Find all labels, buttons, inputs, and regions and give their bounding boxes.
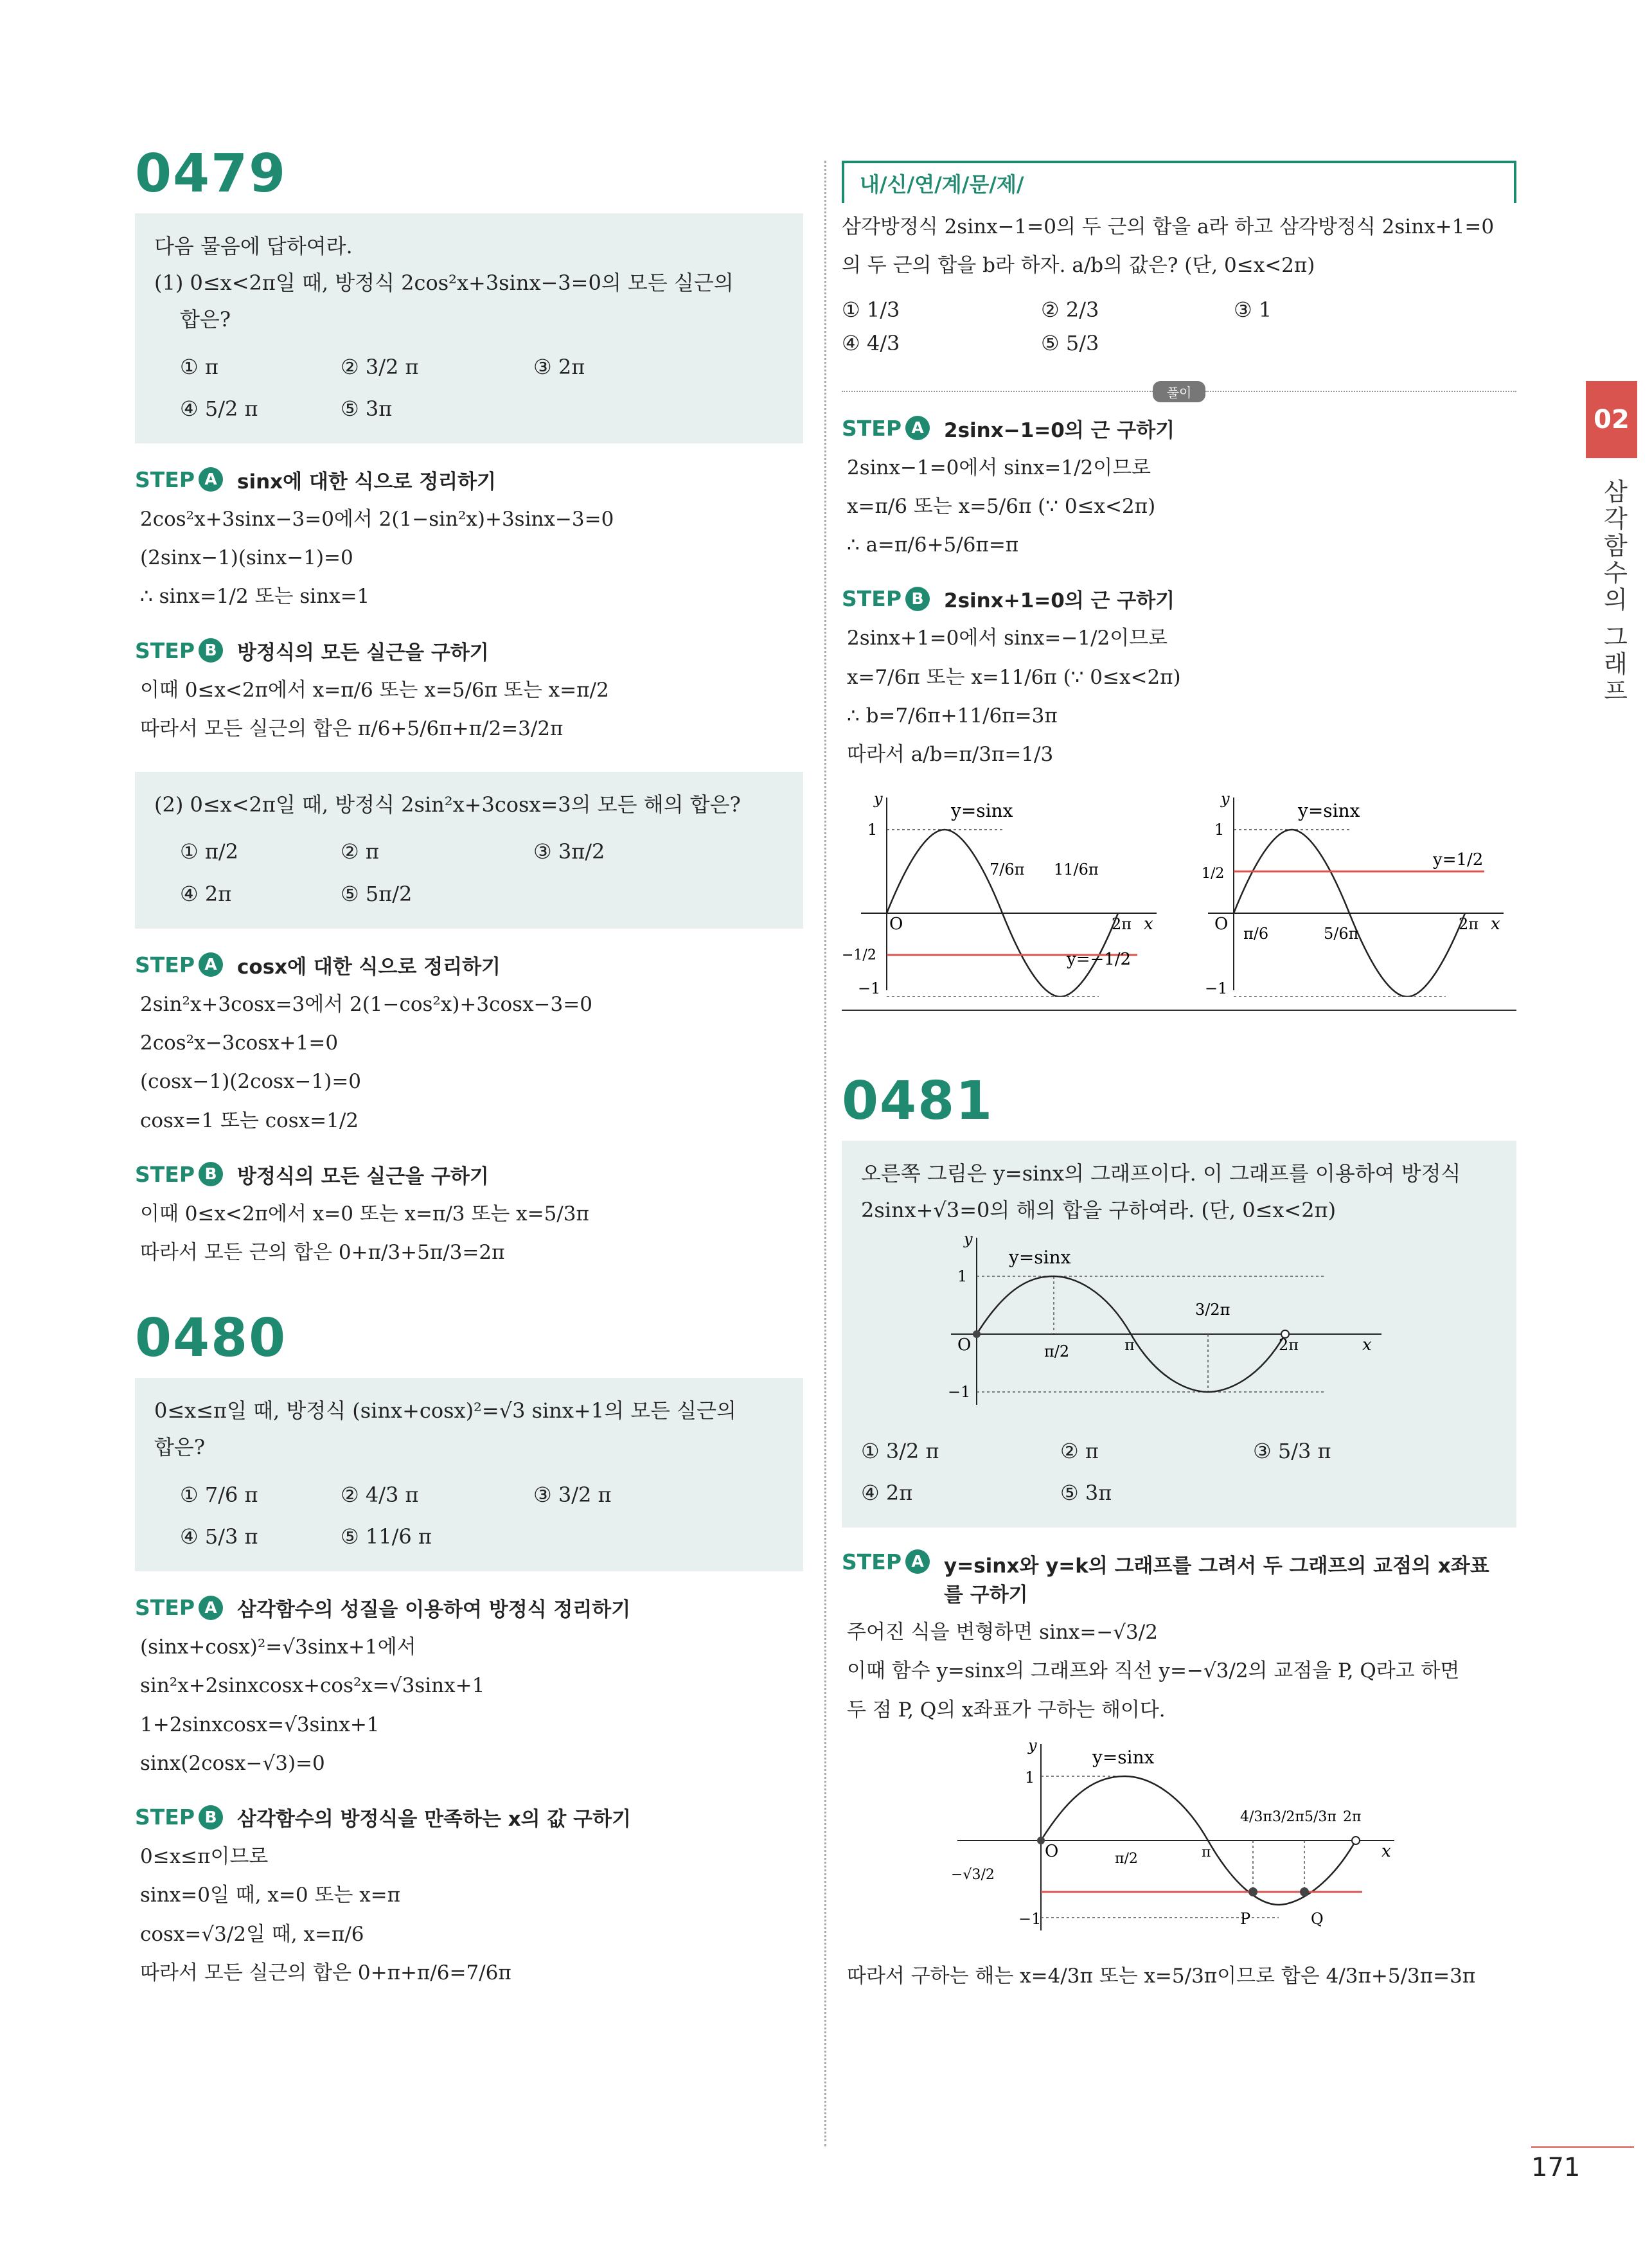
- question-1: (1) 0≤x<2π일 때, 방정식 2cos²x+3sinx−3=0의 모든 실근의: [154, 271, 734, 296]
- question-box-0480: [135, 1378, 803, 1571]
- solution-line: 2cos²x+3sinx−3=0에서 2(1−sin²x)+3sinx−3=0: [140, 507, 614, 531]
- graph-line-label: y=1/2: [1433, 850, 1484, 870]
- graph-axis-y: y: [874, 790, 883, 808]
- problem-number-0479: 0479: [135, 143, 287, 204]
- choice-1[interactable]: ① π: [180, 354, 218, 379]
- graph-origin: O: [1045, 1841, 1059, 1861]
- graph-tick-label: 7/6π: [990, 860, 1025, 879]
- solution-divider: [842, 381, 1516, 402]
- chapter-number: 02: [1594, 405, 1630, 434]
- graph-tick-label: π: [1124, 1335, 1135, 1354]
- graph-tick-label: 1: [957, 1267, 968, 1285]
- choice-2[interactable]: ② 4/3 π: [341, 1482, 419, 1507]
- step-letter: A: [905, 1549, 930, 1574]
- graph-func-label: y=sinx: [951, 800, 1013, 822]
- step-tag: STEP: [842, 586, 902, 612]
- graph-point-label: P: [1240, 1909, 1251, 1928]
- step-b: [842, 584, 1516, 613]
- solution-line: 이때 0≤x<2π에서 x=π/6 또는 x=5/6π 또는 x=π/2: [140, 678, 609, 702]
- choice-4[interactable]: ④ 5/3 π: [180, 1524, 258, 1549]
- choice-3[interactable]: ③ 1: [1234, 297, 1272, 322]
- step-b: [135, 1160, 803, 1189]
- solution-line: cosx=1 또는 cosx=1/2: [140, 1109, 359, 1132]
- choice-5[interactable]: ⑤ 5π/2: [341, 881, 413, 906]
- solution-line: sinx(2cosx−√3)=0: [140, 1751, 325, 1775]
- solution-lines: [135, 1630, 803, 1781]
- choice-2[interactable]: ② π: [341, 839, 379, 864]
- graph-tick-label: 2π: [1459, 915, 1479, 934]
- choices-0479-2: [154, 835, 784, 910]
- graph-tick-label: −√3/2: [951, 1866, 995, 1883]
- step-a: [842, 1549, 1516, 1607]
- choices-0481: [861, 1435, 1497, 1510]
- solution-line: ∴ a=π/6+5/6π=π: [847, 533, 1019, 557]
- solution-line: 2sinx−1=0에서 sinx=1/2이므로: [847, 456, 1151, 479]
- question-cont: 의 두 근의 합을 b라 하자. a/b의 값은? (단, 0≤x<2π): [842, 254, 1315, 278]
- step-tag: STEP: [842, 415, 902, 441]
- step-letter: A: [199, 952, 223, 977]
- step-title: 방정식의 모든 실근을 구하기: [237, 641, 489, 664]
- graph-tick-label: −1: [858, 979, 881, 997]
- step-tag: STEP: [135, 952, 195, 977]
- solution-line: ∴ sinx=1/2 또는 sinx=1: [140, 585, 370, 609]
- solution-line: 0≤x≤π이므로: [140, 1845, 269, 1868]
- sine-graph-1: [842, 785, 1163, 997]
- solution-line: 2sinx+1=0에서 sinx=−1/2이므로: [847, 627, 1168, 650]
- right-column: [842, 161, 1516, 1997]
- step-letter: B: [199, 1162, 223, 1186]
- question-box-0479-2: [135, 772, 803, 929]
- solution-line: (cosx−1)(2cosx−1)=0: [140, 1070, 362, 1094]
- graph-origin: O: [1214, 914, 1229, 934]
- step-letter: B: [199, 638, 223, 663]
- step-a: [135, 465, 803, 494]
- problem-number-0480: 0480: [135, 1308, 287, 1369]
- choice-2[interactable]: ② 2/3: [1041, 297, 1099, 322]
- solution-line: (2sinx−1)(sinx−1)=0: [140, 546, 353, 570]
- choice-1[interactable]: ① π/2: [180, 839, 239, 864]
- graph-tick-label: 11/6π: [1054, 860, 1099, 879]
- page-number: 171: [1531, 2153, 1581, 2182]
- graph-line-label: y=−1/2: [1067, 950, 1132, 970]
- solution-line: x=π/6 또는 x=5/6π (∵ 0≤x<2π): [847, 494, 1156, 518]
- question: 오른쪽 그림은 y=sinx의 그래프이다. 이 그래프를 이용하여 방정식: [861, 1161, 1461, 1186]
- graph-tick-label: 1: [1025, 1768, 1035, 1787]
- graph-func-label: y=sinx: [1298, 800, 1360, 822]
- graph-tick-label: 3/2π: [1272, 1808, 1304, 1825]
- graph-axis-y: y: [1028, 1737, 1037, 1754]
- solution-lines: [135, 1839, 803, 1990]
- step-title: sinx에 대한 식으로 정리하기: [237, 470, 496, 494]
- step-tag: STEP: [135, 637, 195, 663]
- solution-lines: [842, 621, 1516, 772]
- step-title: 삼각함수의 성질을 이용하여 방정식 정리하기: [237, 1598, 631, 1621]
- left-column: [135, 143, 803, 1994]
- graph-axis-x: x: [1144, 914, 1153, 934]
- step-a: [135, 1593, 803, 1622]
- choice-3[interactable]: ③ 3π/2: [533, 839, 605, 864]
- choice-5[interactable]: ⑤ 3π: [341, 396, 393, 421]
- question: 삼각방정식 2sinx−1=0의 두 근의 합을 a라 하고 삼각방정식 2sinx+1=0: [842, 215, 1495, 238]
- solution-lines: [135, 1197, 803, 1270]
- problem-number-0481: 0481: [842, 1071, 994, 1132]
- related-problem-title: 내/신/연/계/문/제/: [860, 172, 1024, 197]
- choice-4[interactable]: ④ 4/3: [842, 330, 900, 355]
- step-title: 2sinx−1=0의 근 구하기: [944, 418, 1175, 442]
- choice-1[interactable]: ① 7/6 π: [180, 1482, 258, 1507]
- solution-lines: [842, 450, 1516, 563]
- graph-tick-label: π/2: [1115, 1850, 1138, 1867]
- sine-graph-0481: [938, 1231, 1388, 1411]
- step-title: [944, 1549, 1489, 1607]
- step-letter: A: [905, 416, 930, 440]
- step-letter: A: [199, 467, 223, 492]
- solution-line: x=7/6π 또는 x=11/6π (∵ 0≤x<2π): [847, 665, 1181, 689]
- solution-line: 따라서 a/b=π/3π=1/3: [847, 743, 1054, 766]
- step-title: cosx에 대한 식으로 정리하기: [237, 955, 501, 979]
- graph-origin: O: [957, 1335, 972, 1355]
- chapter-label: 삼각함수의 그래프: [1599, 479, 1628, 706]
- graph-tick-label: 2π: [1343, 1808, 1362, 1825]
- step-a: [842, 414, 1516, 443]
- graph-tick-label: 1/2: [1202, 866, 1225, 882]
- step-tag: STEP: [135, 1161, 195, 1187]
- graph-tick-label: −1/2: [842, 947, 876, 964]
- step-letter: B: [905, 587, 930, 611]
- solution-line: cosx=√3/2일 때, x=π/6: [140, 1922, 364, 1946]
- graph-tick-label: π: [1202, 1844, 1211, 1860]
- question-cont: 합은?: [154, 1435, 205, 1460]
- choices-0480: [154, 1479, 784, 1553]
- question-box-0481: [842, 1141, 1516, 1528]
- solution-line: 2cos²x−3cosx+1=0: [140, 1031, 339, 1055]
- choice-1[interactable]: ① 3/2 π: [861, 1438, 939, 1463]
- step-b: [135, 636, 803, 665]
- graph-tick-label: 3/2π: [1195, 1300, 1230, 1319]
- step-title-line: y=sinx와 y=k의 그래프를 그려서 두 그래프의 교점의 x좌표: [944, 1555, 1489, 1578]
- solution-lines: [135, 502, 803, 614]
- solution-lines: [842, 1615, 1516, 1727]
- graph-origin: O: [889, 914, 903, 934]
- graph-func-label: y=sinx: [1092, 1746, 1155, 1768]
- solution-line: 두 점 P, Q의 x좌표가 구하는 해이다.: [847, 1698, 1166, 1722]
- step-title: 방정식의 모든 실근을 구하기: [237, 1164, 489, 1188]
- solution-line: 2sin²x+3cosx=3에서 2(1−cos²x)+3cosx−3=0: [140, 992, 592, 1016]
- final-answer: [842, 1959, 1516, 1993]
- solution-line: 따라서 모든 실근의 합은 0+π+π/6=7/6π: [140, 1961, 511, 1984]
- sine-graph-0481-solution: [945, 1738, 1407, 1943]
- graph-tick-label: 2π: [1279, 1335, 1299, 1354]
- solution-line: 이때 함수 y=sinx의 그래프와 직선 y=−√3/2의 교점을 P, Q라고 하면: [847, 1659, 1460, 1683]
- graph-axis-y: y: [1221, 790, 1230, 808]
- graph-tick-label: −1: [1018, 1909, 1042, 1928]
- question-1-cont: 합은?: [180, 307, 231, 332]
- step-letter: B: [199, 1805, 223, 1830]
- solution-line: 주어진 식을 변형하면 sinx=−√3/2: [847, 1621, 1158, 1645]
- question-cont: 2sinx+√3=0의 해의 합을 구하여라. (단, 0≤x<2π): [861, 1198, 1337, 1223]
- step-title-line: 를 구하기: [944, 1583, 1028, 1607]
- graph-axis-x: x: [1381, 1841, 1391, 1861]
- solution-line: 1+2sinxcosx=√3sinx+1: [140, 1713, 380, 1736]
- step-a: [135, 950, 803, 979]
- solution-line: 이때 0≤x<2π에서 x=0 또는 x=π/3 또는 x=5/3π: [140, 1202, 589, 1226]
- solution-line: sin²x+2sinxcosx+cos²x=√3sinx+1: [140, 1674, 485, 1698]
- related-problem-header: [842, 161, 1516, 203]
- choice-2[interactable]: ② 3/2 π: [341, 354, 419, 379]
- final-line: 따라서 구하는 해는 x=4/3π 또는 x=5/3π이므로 합은 4/3π+5/3π=3π: [847, 1964, 1476, 1988]
- graph-func-label: y=sinx: [1009, 1246, 1071, 1268]
- choices-0479-1: [154, 351, 784, 425]
- choice-4[interactable]: ④ 2π: [180, 881, 232, 906]
- graph-point-label: Q: [1311, 1909, 1324, 1928]
- solution-lines: [135, 673, 803, 747]
- question-box-0479: [135, 213, 803, 443]
- solution-lines: [135, 987, 803, 1138]
- solution-line: sinx=0일 때, x=0 또는 x=π: [140, 1884, 401, 1907]
- column-divider: [824, 161, 826, 2146]
- step-tag: STEP: [135, 1595, 195, 1620]
- choice-3[interactable]: ③ 5/3 π: [1253, 1438, 1331, 1463]
- choice-1[interactable]: ① 1/3: [842, 297, 900, 322]
- graph-axis-y: y: [964, 1231, 973, 1248]
- graph-tick-label: π/6: [1243, 925, 1269, 943]
- graph-tick-label: 4/3π: [1240, 1808, 1272, 1825]
- question-2: (2) 0≤x<2π일 때, 방정식 2sin²x+3cosx=3의 모든 해의 합은?: [154, 792, 741, 817]
- step-b: [135, 1803, 803, 1832]
- page-rule: [1531, 2146, 1634, 2148]
- graph-tick-label: −1: [1205, 979, 1228, 997]
- graph-tick-label: π/2: [1044, 1342, 1070, 1360]
- graph-tick-label: −1: [948, 1382, 971, 1401]
- choice-2[interactable]: ② π: [1060, 1438, 1099, 1463]
- related-choices: [842, 298, 1516, 355]
- solution-line: ∴ b=7/6π+11/6π=3π: [847, 704, 1058, 727]
- sine-graph-2: [1189, 785, 1510, 997]
- question-intro: 다음 물음에 답하여라.: [154, 234, 353, 258]
- choice-5[interactable]: ⑤ 11/6 π: [341, 1524, 432, 1549]
- graph-tick-label: 1: [1214, 821, 1225, 839]
- step-title: 삼각함수의 방정식을 만족하는 x의 값 구하기: [237, 1808, 631, 1831]
- solution-line: (sinx+cosx)²=√3sinx+1에서: [140, 1636, 416, 1659]
- related-question: [842, 209, 1516, 283]
- graph-tick-label: 2π: [1112, 915, 1132, 934]
- choice-4[interactable]: ④ 2π: [861, 1481, 913, 1505]
- solution-line: 따라서 모든 실근의 합은 π/6+5/6π+π/2=3/2π: [140, 717, 564, 740]
- choice-5[interactable]: ⑤ 5/3: [1041, 330, 1099, 355]
- chapter-tab[interactable]: [1586, 381, 1637, 458]
- graph-tick-label: 1: [867, 821, 878, 839]
- graph-tick-label: 5/3π: [1304, 1808, 1337, 1825]
- step-letter: A: [199, 1596, 223, 1620]
- choice-4[interactable]: ④ 5/2 π: [180, 396, 258, 421]
- graph-axis-x: x: [1362, 1335, 1372, 1355]
- choice-3[interactable]: ③ 3/2 π: [533, 1482, 612, 1507]
- choice-3[interactable]: ③ 2π: [533, 354, 585, 379]
- graph-axis-x: x: [1491, 914, 1500, 934]
- step-title: 2sinx+1=0의 근 구하기: [944, 589, 1175, 613]
- question: 0≤x≤π일 때, 방정식 (sinx+cosx)²=√3 sinx+1의 모든 실근의: [154, 1398, 736, 1423]
- graph-tick-label: 5/6π: [1324, 925, 1359, 943]
- step-tag: STEP: [135, 467, 195, 492]
- graph-row: [842, 785, 1516, 997]
- step-tag: STEP: [135, 1805, 195, 1830]
- choice-5[interactable]: ⑤ 3π: [1060, 1481, 1112, 1505]
- step-tag: STEP: [842, 1549, 902, 1575]
- solution-line: 따라서 모든 근의 합은 0+π/3+5π/3=2π: [140, 1241, 505, 1264]
- solution-badge: 풀이: [1153, 381, 1206, 402]
